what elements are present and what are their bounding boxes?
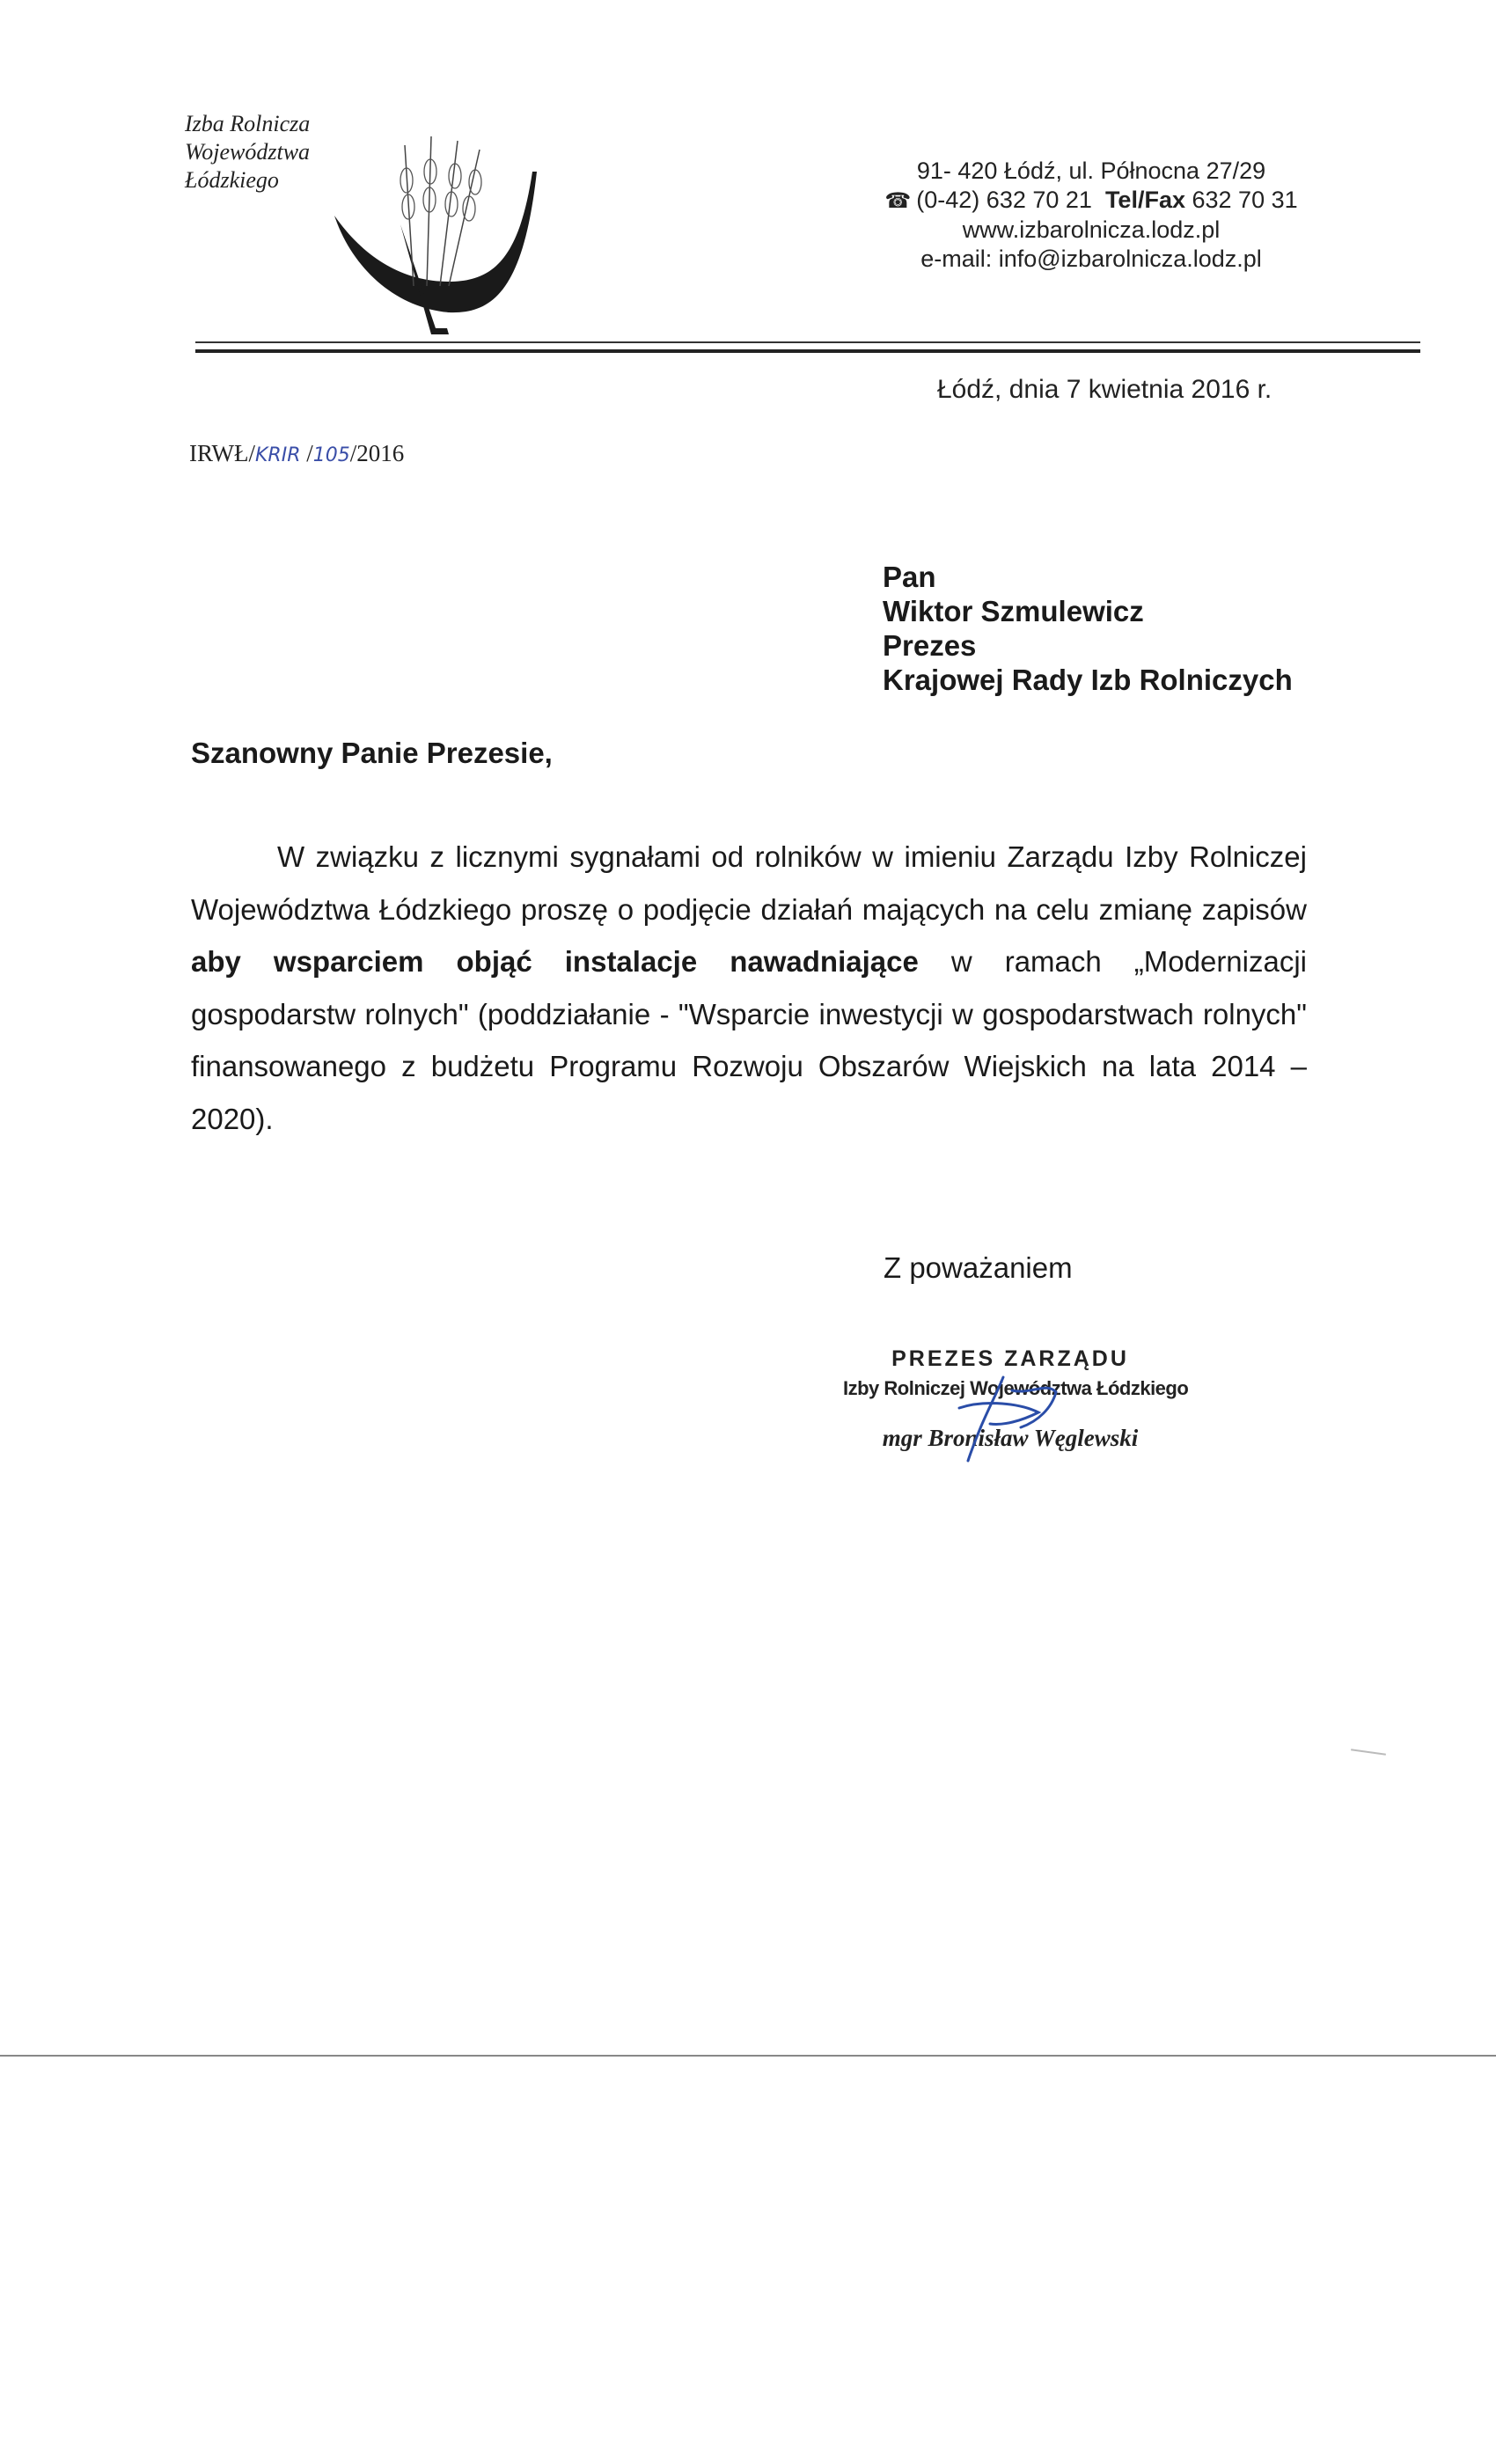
- reference-number: [189, 440, 404, 467]
- addressee-line-3: Prezes: [883, 629, 977, 662]
- stamp-signatory-name: mgr Bronisław Węglewski: [882, 1425, 1139, 1451]
- addressee-line-4: Krajowej Rady Izb Rolniczych: [883, 664, 1293, 696]
- reference-suffix: /2016: [349, 440, 405, 466]
- page-edge-line: [0, 2055, 1496, 2057]
- reference-handwritten-number: 105: [312, 444, 350, 466]
- chamber-logo: [317, 119, 546, 343]
- org-line-2: Województwa: [185, 139, 311, 165]
- reference-separator: /: [300, 440, 313, 466]
- salutation: Szanowny Panie Prezesie,: [191, 737, 553, 769]
- scan-mark: [1351, 1749, 1386, 1756]
- website-line: www.izbarolnicza.lodz.pl: [962, 216, 1221, 243]
- body-part-2: w ramach „Modernizacji gospodarstw rolnych" (poddziałanie - "Wsparcie inwestycji w gospodarstwach rolnych" finansowanego z budżetu Programu Rozwoju Obszarów Wiejskich na lata 2014 – 2020).: [191, 945, 1308, 1135]
- header-divider-thick: [195, 349, 1420, 353]
- addressee-line-2: Wiktor Szmulewicz: [883, 595, 1144, 627]
- organization-name: [185, 110, 310, 194]
- addressee-block: [883, 560, 1293, 697]
- org-line-3: Łódzkiego: [185, 167, 279, 193]
- telephone-icon: ☎: [884, 189, 912, 213]
- addressee-line-1: Pan: [883, 561, 936, 593]
- address-line: 91- 420 Łódź, ul. Północna 27/29: [916, 158, 1266, 184]
- letter-date: Łódź, dnia 7 kwietnia 2016 r.: [937, 375, 1272, 404]
- body-part-1: W związku z licznymi sygnałami od rolników w imieniu Zarządu Izby Rolniczej Województwa Łódzkiego proszę o podjęcie działań mających na celu zmianę zapisów: [191, 840, 1307, 926]
- reference-prefix: IRWŁ/: [189, 440, 255, 466]
- phone-number: (0-42) 632 70 21: [916, 187, 1092, 213]
- email-line: e-mail: info@izbarolnicza.lodz.pl: [920, 246, 1262, 272]
- body-paragraph: [191, 831, 1307, 1145]
- handwritten-signature: [906, 1373, 1100, 1470]
- stamp-title: PREZES ZARZĄDU: [891, 1346, 1129, 1371]
- stamp-organization: Izby Rolniczej Województwa Łódzkiego: [843, 1377, 1189, 1399]
- body-bold-1: aby wsparciem objąć: [191, 945, 532, 978]
- phone-line: [862, 186, 1320, 216]
- reference-handwritten-dept: KRIR: [255, 444, 301, 466]
- org-line-1: Izba Rolnicza: [185, 111, 311, 136]
- fax-number: 632 70 31: [1192, 187, 1298, 213]
- fax-label: Tel/Fax: [1104, 187, 1185, 213]
- letter-body: [191, 831, 1307, 1145]
- contact-block: [862, 157, 1320, 274]
- body-bold-2: instalacje nawadniające: [564, 945, 919, 978]
- closing: Z poważaniem: [884, 1251, 1073, 1284]
- body-space: [532, 945, 565, 978]
- header-divider-thin: [195, 341, 1420, 343]
